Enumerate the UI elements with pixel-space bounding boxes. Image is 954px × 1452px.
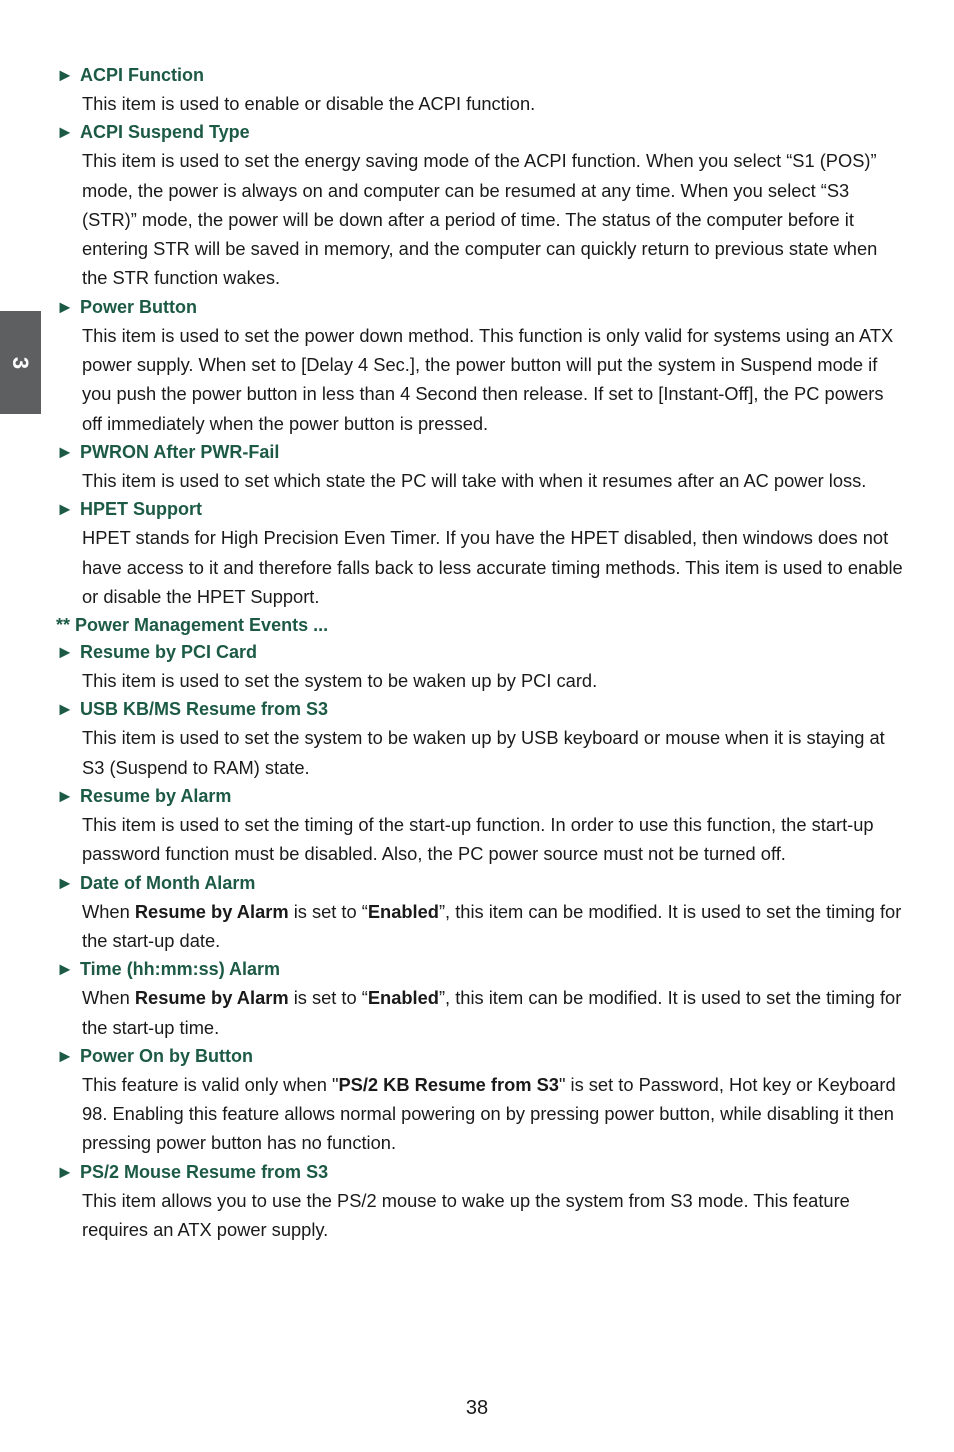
item-description — [82, 666, 906, 696]
arrow-icon: ► — [56, 786, 74, 807]
section-heading: ** Power Management Events ... — [56, 615, 329, 636]
item-title: USB KB/MS Resume from S3 — [80, 699, 329, 720]
description-bold-text: PS/2 KB Resume from S3 — [338, 1073, 559, 1095]
description-text: " is set to Password, Hot key or Keyboard 98. Enabling this feature allows normal powering on by pressing power button, while disabling it then pressing power button has no function. — [82, 1073, 896, 1154]
item-description — [82, 1186, 906, 1246]
arrow-icon: ► — [56, 296, 74, 317]
description-text: This item is used to set the system to be waken up by PCI card. — [82, 670, 598, 692]
arrow-icon: ► — [56, 1161, 74, 1182]
description-bold-text: Resume by Alarm — [134, 987, 289, 1009]
item-description — [82, 723, 906, 783]
item-description — [82, 89, 906, 119]
description-text: This item is used to set which state the PC will take with when it resumes after an AC power loss. — [82, 469, 867, 491]
item-description — [82, 523, 906, 612]
arrow-icon: ► — [56, 122, 74, 143]
description-text: This item is used to enable or disable the ACPI function. — [82, 93, 536, 114]
description-bold-text: Enabled — [367, 900, 439, 922]
item-heading — [56, 696, 906, 723]
description-text: This item is used to set the energy saving mode of the ACPI function. When you select “S1 (POS)” mode, the power is always on and computer can be resumed at any time. When you select “S3 (STR)” mode, the power will be down after a period of time. The status of the computer before it entering STR will be saved in memory, and the computer can quickly return to previous state when the STR function wakes. — [82, 150, 878, 289]
item-title: Date of Month Alarm — [80, 872, 256, 893]
description-text: This feature is valid only when " — [82, 1073, 339, 1095]
item-heading — [56, 496, 906, 523]
item-heading — [56, 119, 906, 146]
item-title: HPET Support — [80, 499, 202, 520]
chapter-tab — [0, 311, 41, 414]
item-description — [82, 983, 906, 1043]
description-text: is set to “ — [288, 987, 368, 1009]
arrow-icon: ► — [56, 872, 74, 893]
item-heading — [56, 870, 906, 897]
item-description — [82, 897, 906, 957]
arrow-icon: ► — [56, 642, 74, 663]
item-title: PWRON After PWR-Fail — [80, 441, 280, 462]
description-text: ”, this item can be modified. It is used to set the timing for the start-up time. — [82, 987, 902, 1038]
item-title: ACPI Function — [80, 65, 204, 85]
item-heading — [56, 1159, 906, 1186]
item-title: Resume by Alarm — [80, 786, 232, 807]
item-heading — [56, 62, 906, 89]
arrow-icon: ► — [56, 499, 74, 520]
item-heading — [56, 1043, 906, 1070]
item-description — [82, 146, 906, 293]
item-title: ACPI Suspend Type — [80, 122, 250, 143]
item-heading — [56, 294, 906, 321]
item-heading — [56, 783, 906, 810]
description-text: This item allows you to use the PS/2 mouse to wake up the system from S3 mode. This feature requires an ATX power supply. — [82, 1189, 850, 1241]
description-text: This item is used to set the power down method. This function is only valid for systems using an ATX power supply. When set to [Delay 4 Sec.], the power button will put the system in Suspend mode if you push the power button in less than 4 Second then release. If set to [Instant-Off], the PC powers off immediately when the power button is pressed. — [82, 324, 894, 434]
arrow-icon: ► — [56, 441, 74, 462]
description-bold-text: Enabled — [367, 987, 439, 1009]
chapter-number: 3 — [8, 356, 34, 369]
arrow-icon: ► — [56, 959, 74, 980]
description-text: When — [82, 900, 135, 922]
description-bold-text: Resume by Alarm — [134, 900, 289, 922]
description-text: When — [82, 987, 135, 1009]
item-title: Power On by Button — [80, 1045, 253, 1066]
page-number: 38 — [465, 1397, 489, 1419]
item-heading — [56, 956, 906, 983]
description-text: is set to “ — [288, 900, 368, 922]
item-title: Time (hh:mm:ss) Alarm — [80, 959, 281, 980]
arrow-icon: ► — [56, 699, 74, 720]
description-text: HPET stands for High Precision Even Timer. If you have the HPET disabled, then windows does not have access to it and therefore falls back to less accurate timing methods. This item is used to enable or disable the HPET Support. — [82, 527, 903, 607]
description-text: This item is used to set the timing of the start-up function. In order to use this function, the start-up password function must be disabled. Also, the PC power source must not be turned off. — [82, 814, 874, 865]
arrow-icon: ► — [56, 1045, 74, 1066]
item-title: PS/2 Mouse Resume from S3 — [80, 1161, 329, 1182]
item-title: Resume by PCI Card — [80, 642, 258, 663]
item-description — [82, 1070, 906, 1159]
item-title: Power Button — [80, 296, 197, 317]
bios-items-list — [56, 62, 906, 1245]
item-description — [82, 810, 906, 870]
description-text: ”, this item can be modified. It is used to set the timing for the start-up date. — [82, 900, 902, 951]
description-text: This item is used to set the system to be waken up by USB keyboard or mouse when it is staying at S3 (Suspend to RAM) state. — [82, 727, 885, 778]
item-heading — [56, 439, 906, 466]
item-description — [82, 466, 906, 496]
arrow-icon: ► — [56, 65, 74, 85]
item-description — [82, 321, 906, 439]
item-heading — [56, 639, 906, 666]
